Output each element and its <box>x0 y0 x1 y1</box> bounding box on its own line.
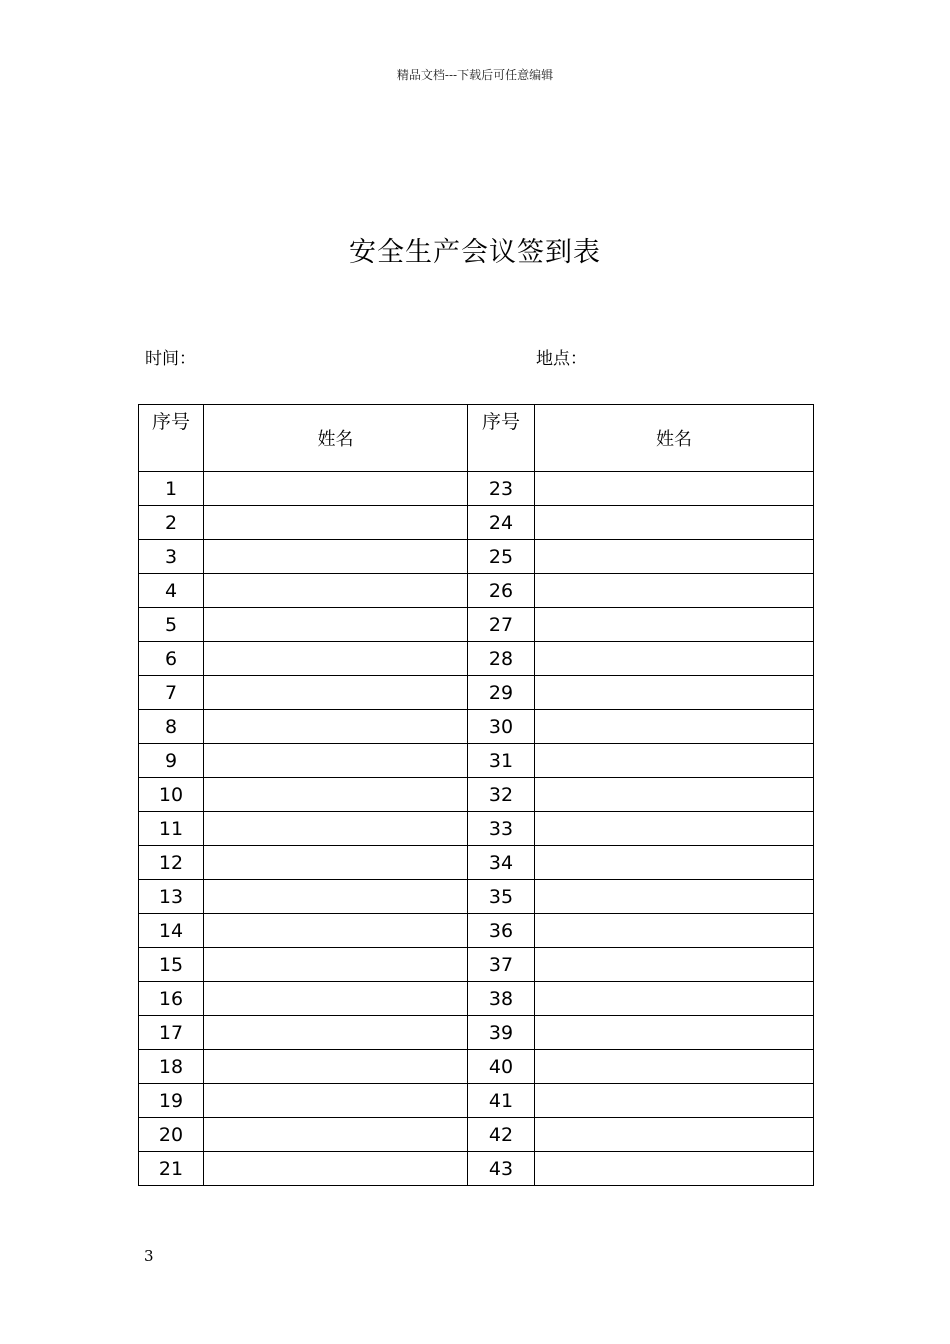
table-row <box>139 1152 814 1186</box>
seq-cell-left: 2 <box>139 506 204 540</box>
seq-cell-right: 39 <box>468 1016 535 1050</box>
header-seq-right: 序号 <box>468 405 535 472</box>
name-entry-cell-left[interactable] <box>204 710 468 744</box>
table-row <box>139 1084 814 1118</box>
header-seq-left: 序号 <box>139 405 204 472</box>
name-entry-cell-right[interactable] <box>535 1084 814 1118</box>
table-row <box>139 744 814 778</box>
seq-cell-left: 15 <box>139 948 204 982</box>
name-entry-cell-right[interactable] <box>535 540 814 574</box>
table-row <box>139 608 814 642</box>
seq-cell-right: 31 <box>468 744 535 778</box>
name-entry-cell-right[interactable] <box>535 1016 814 1050</box>
seq-cell-right: 41 <box>468 1084 535 1118</box>
name-entry-cell-left[interactable] <box>204 608 468 642</box>
seq-cell-right: 29 <box>468 676 535 710</box>
table-row <box>139 948 814 982</box>
seq-cell-left: 5 <box>139 608 204 642</box>
seq-cell-left: 13 <box>139 880 204 914</box>
seq-cell-right: 23 <box>468 472 535 506</box>
seq-cell-right: 27 <box>468 608 535 642</box>
name-entry-cell-left[interactable] <box>204 1016 468 1050</box>
seq-cell-left: 9 <box>139 744 204 778</box>
name-entry-cell-left[interactable] <box>204 540 468 574</box>
seq-cell-right: 26 <box>468 574 535 608</box>
seq-cell-left: 20 <box>139 1118 204 1152</box>
seq-cell-right: 32 <box>468 778 535 812</box>
name-entry-cell-right[interactable] <box>535 642 814 676</box>
sign-in-table <box>138 404 814 1186</box>
time-label: 时间： <box>145 349 196 369</box>
name-entry-cell-right[interactable] <box>535 846 814 880</box>
seq-cell-right: 33 <box>468 812 535 846</box>
header-name-left: 姓名 <box>204 405 468 472</box>
seq-cell-left: 3 <box>139 540 204 574</box>
table-row <box>139 540 814 574</box>
name-entry-cell-left[interactable] <box>204 676 468 710</box>
table-row <box>139 472 814 506</box>
name-entry-cell-left[interactable] <box>204 1050 468 1084</box>
seq-cell-left: 16 <box>139 982 204 1016</box>
seq-cell-right: 28 <box>468 642 535 676</box>
table-row <box>139 506 814 540</box>
name-entry-cell-right[interactable] <box>535 982 814 1016</box>
table-row <box>139 574 814 608</box>
seq-cell-left: 19 <box>139 1084 204 1118</box>
table-row <box>139 982 814 1016</box>
place-label: 地点： <box>536 349 587 369</box>
name-entry-cell-left[interactable] <box>204 880 468 914</box>
seq-cell-right: 36 <box>468 914 535 948</box>
table-row <box>139 846 814 880</box>
name-entry-cell-right[interactable] <box>535 1050 814 1084</box>
seq-cell-left: 8 <box>139 710 204 744</box>
table-row <box>139 1050 814 1084</box>
name-entry-cell-left[interactable] <box>204 948 468 982</box>
page-header-note: 精品文档---下载后可任意编辑 <box>396 68 554 82</box>
name-entry-cell-left[interactable] <box>204 506 468 540</box>
name-entry-cell-right[interactable] <box>535 710 814 744</box>
table-row <box>139 1016 814 1050</box>
seq-cell-right: 30 <box>468 710 535 744</box>
name-entry-cell-left[interactable] <box>204 1084 468 1118</box>
name-entry-cell-left[interactable] <box>204 1118 468 1152</box>
name-entry-cell-right[interactable] <box>535 744 814 778</box>
name-entry-cell-right[interactable] <box>535 1118 814 1152</box>
seq-cell-right: 25 <box>468 540 535 574</box>
name-entry-cell-right[interactable] <box>535 506 814 540</box>
name-entry-cell-right[interactable] <box>535 948 814 982</box>
name-entry-cell-left[interactable] <box>204 812 468 846</box>
name-entry-cell-left[interactable] <box>204 1152 468 1186</box>
table-row <box>139 778 814 812</box>
name-entry-cell-right[interactable] <box>535 880 814 914</box>
seq-cell-left: 1 <box>139 472 204 506</box>
name-entry-cell-right[interactable] <box>535 1152 814 1186</box>
seq-cell-right: 37 <box>468 948 535 982</box>
seq-cell-right: 43 <box>468 1152 535 1186</box>
page-number: 3 <box>144 1247 154 1265</box>
seq-cell-left: 11 <box>139 812 204 846</box>
seq-cell-right: 38 <box>468 982 535 1016</box>
name-entry-cell-left[interactable] <box>204 846 468 880</box>
seq-cell-left: 6 <box>139 642 204 676</box>
name-entry-cell-right[interactable] <box>535 778 814 812</box>
header-name-right: 姓名 <box>535 405 814 472</box>
name-entry-cell-right[interactable] <box>535 812 814 846</box>
name-entry-cell-left[interactable] <box>204 642 468 676</box>
name-entry-cell-left[interactable] <box>204 472 468 506</box>
seq-cell-right: 35 <box>468 880 535 914</box>
seq-cell-right: 42 <box>468 1118 535 1152</box>
seq-cell-left: 4 <box>139 574 204 608</box>
name-entry-cell-left[interactable] <box>204 744 468 778</box>
table-row <box>139 642 814 676</box>
seq-cell-left: 17 <box>139 1016 204 1050</box>
table-row <box>139 914 814 948</box>
name-entry-cell-left[interactable] <box>204 778 468 812</box>
seq-cell-left: 12 <box>139 846 204 880</box>
name-entry-cell-right[interactable] <box>535 608 814 642</box>
table-row <box>139 676 814 710</box>
seq-cell-left: 21 <box>139 1152 204 1186</box>
table-row <box>139 880 814 914</box>
seq-cell-right: 34 <box>468 846 535 880</box>
seq-cell-left: 18 <box>139 1050 204 1084</box>
table-row <box>139 710 814 744</box>
name-entry-cell-right[interactable] <box>535 676 814 710</box>
name-entry-cell-left[interactable] <box>204 982 468 1016</box>
table-row <box>139 812 814 846</box>
name-entry-cell-left[interactable] <box>204 574 468 608</box>
seq-cell-right: 24 <box>468 506 535 540</box>
name-entry-cell-left[interactable] <box>204 914 468 948</box>
seq-cell-left: 14 <box>139 914 204 948</box>
table-header-row <box>139 405 814 472</box>
name-entry-cell-right[interactable] <box>535 472 814 506</box>
name-entry-cell-right[interactable] <box>535 914 814 948</box>
name-entry-cell-right[interactable] <box>535 574 814 608</box>
seq-cell-left: 7 <box>139 676 204 710</box>
table-row <box>139 1118 814 1152</box>
seq-cell-left: 10 <box>139 778 204 812</box>
seq-cell-right: 40 <box>468 1050 535 1084</box>
page-title: 安全生产会议签到表 <box>349 237 601 268</box>
